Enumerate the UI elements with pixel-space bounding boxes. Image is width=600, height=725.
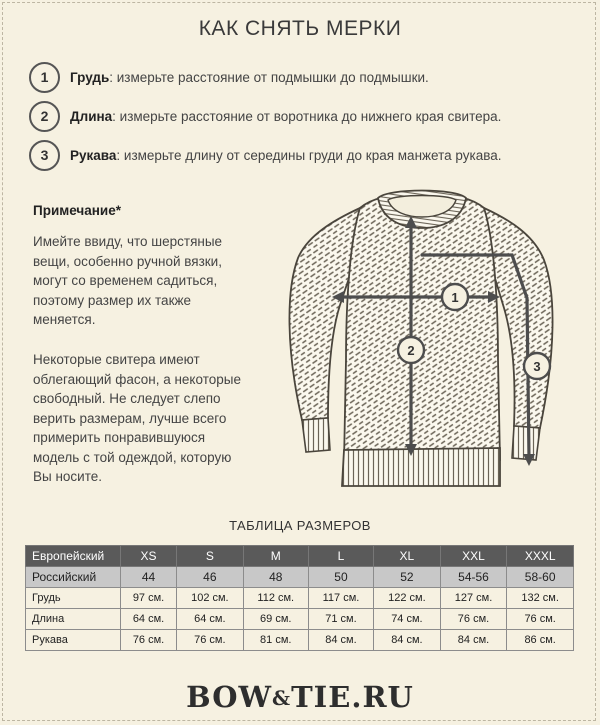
table-cell: M: [243, 546, 308, 567]
table-row-length: [26, 609, 574, 630]
marker-2: [398, 337, 424, 363]
table-cell: Грудь: [26, 588, 121, 609]
step-description: : измерьте длину от середины груди до края манжета рукава.: [116, 147, 502, 163]
step-term: Грудь: [70, 69, 110, 85]
marker-1: [442, 284, 468, 310]
marker-3: [524, 353, 550, 379]
step-description: : измерьте расстояние от подмышки до подмышки.: [109, 69, 429, 85]
note-line: Некоторые свитера имеют: [33, 352, 200, 367]
table-cell: 46: [177, 567, 244, 588]
step-description: : измерьте расстояние от воротника до нижнего края свитера.: [112, 108, 502, 124]
note-line: меняется.: [33, 312, 96, 327]
table-cell: 127 см.: [440, 588, 507, 609]
step-length: [29, 100, 501, 132]
svg-text:3: 3: [533, 359, 541, 374]
table-cell: S: [177, 546, 244, 567]
note-title: Примечание*: [33, 203, 121, 218]
note-line: модель с той одеждой, которую: [33, 449, 232, 465]
table-cell: XXXL: [507, 546, 574, 567]
note-line: Имейте ввиду, что шерстяные: [33, 234, 223, 249]
table-cell: XS: [121, 546, 177, 567]
logo-ampersand: &: [272, 686, 292, 710]
table-cell: 58-60: [507, 567, 574, 588]
step-term: Длина: [70, 108, 113, 124]
svg-text:2: 2: [407, 343, 415, 358]
note-paragraph-2: [33, 350, 273, 487]
table-cell: 132 см.: [507, 588, 574, 609]
table-cell: 97 см.: [121, 588, 177, 609]
table-cell: 102 см.: [177, 588, 244, 609]
waistband: [342, 448, 500, 486]
note-line: могут со временем садиться,: [33, 273, 218, 288]
svg-text:1: 1: [451, 290, 459, 305]
table-cell: 50: [308, 567, 373, 588]
table-row-russian: [26, 567, 574, 588]
step-number-2: 2: [29, 101, 60, 132]
sweater-illustration: [272, 180, 572, 490]
note-line: верить размерам, лучше всего: [33, 410, 227, 426]
table-cell: 84 см.: [440, 630, 507, 651]
logo-part-1: BOW: [186, 680, 273, 714]
table-cell: 117 см.: [308, 588, 373, 609]
left-cuff: [302, 418, 330, 452]
note-paragraph-1: [33, 232, 273, 330]
table-cell: Российский: [26, 567, 121, 588]
site-logo[interactable]: [0, 680, 600, 714]
note-line: свободный. Не следует слепо: [33, 391, 221, 406]
logo-part-2: TIE.RU: [291, 680, 414, 714]
table-cell: 86 см.: [507, 630, 574, 651]
sweater-body: [344, 194, 500, 462]
table-cell: 84 см.: [374, 630, 441, 651]
table-cell: 48: [243, 567, 308, 588]
table-cell: L: [308, 546, 373, 567]
table-cell: 54-56: [440, 567, 507, 588]
note-line: примерить понравившуюся: [33, 430, 206, 445]
step-number-3: 3: [29, 140, 60, 171]
step-sleeves: [29, 139, 502, 171]
table-row-chest: [26, 588, 574, 609]
table-cell: 76 см.: [121, 630, 177, 651]
page-title: КАК СНЯТЬ МЕРКИ: [198, 17, 402, 40]
table-row-european: [26, 546, 574, 567]
table-cell: 64 см.: [177, 609, 244, 630]
step-text: [70, 148, 502, 163]
step-text: [70, 109, 501, 124]
note-line: Вы носите.: [33, 469, 103, 484]
table-cell: XXL: [440, 546, 507, 567]
step-text: [70, 70, 429, 85]
table-cell: 64 см.: [121, 609, 177, 630]
step-term: Рукава: [70, 147, 117, 163]
size-table: [25, 545, 574, 651]
note-line: облегающий фасон, а некоторые: [33, 371, 241, 387]
table-cell: 84 см.: [308, 630, 373, 651]
table-cell: XL: [374, 546, 441, 567]
table-cell: Европейский: [26, 546, 121, 567]
table-caption: ТАБЛИЦА РАЗМЕРОВ: [229, 518, 371, 533]
table-cell: 81 см.: [243, 630, 308, 651]
table-cell: 122 см.: [374, 588, 441, 609]
table-cell: 76 см.: [177, 630, 244, 651]
table-cell: 52: [374, 567, 441, 588]
table-cell: 71 см.: [308, 609, 373, 630]
table-cell: 76 см.: [507, 609, 574, 630]
table-cell: 74 см.: [374, 609, 441, 630]
table-cell: 112 см.: [243, 588, 308, 609]
table-cell: 44: [121, 567, 177, 588]
table-cell: Рукава: [26, 630, 121, 651]
note-line: вещи, особенно ручной вязки,: [33, 253, 222, 269]
table-row-sleeves: [26, 630, 574, 651]
step-number-1: 1: [29, 62, 60, 93]
table-cell: 76 см.: [440, 609, 507, 630]
table-cell: 69 см.: [243, 609, 308, 630]
note-line: поэтому размер их также: [33, 292, 192, 308]
table-cell: Длина: [26, 609, 121, 630]
step-chest: [29, 61, 429, 93]
